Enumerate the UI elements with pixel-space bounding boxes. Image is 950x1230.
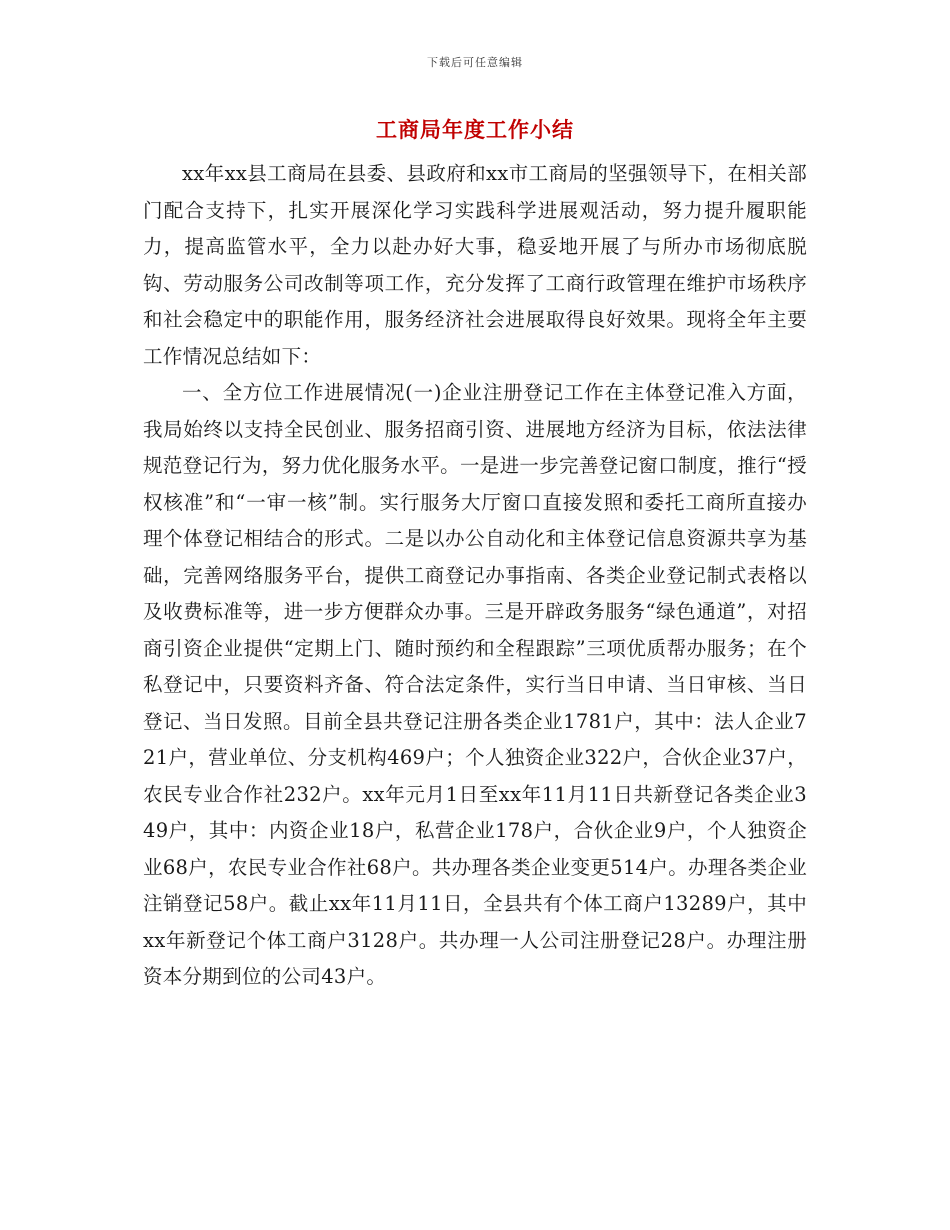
document-body [143, 156, 807, 996]
intro-paragraph: xx年xx县工商局在县委、县政府和xx市工商局的坚强领导下，在相关部门配合支持下，扎实开展深化学习实践科学进展观活动，努力提升履职能力，提高监管水平，全力以赴办好大事，稳妥地开展了与所办市场彻底脱钩、劳动服务公司改制等项工作，充分发挥了工商行政管理在维护市场秩序和社会稳定中的职能作用，服务经济社会进展取得良好效果。现将全年主要工作情况总结如下： [143, 162, 807, 368]
document-title: 工商局年度工作小结 [376, 117, 574, 142]
section-one-paragraph: 一、全方位工作进展情况(一)企业注册登记工作在主体登记准入方面，我局始终以支持全民创业、服务招商引资、进展地方经济为目标，依法法律规范登记行为，努力优化服务水平。一是进一步完善登记窗口制度，推行“授权核准”和“一审一核”制。实行服务大厅窗口直接发照和委托工商所直接办理个体登记相结合的形式。二是以办公自动化和主体登记信息资源共享为基础，完善网络服务平台，提供工商登记办事指南、各类企业登记制式表格以及收费标准等，进一步方便群众办事。三是开辟政务服务“绿色通道”，对招商引资企业提供“定期上门、随时预约和全程跟踪”三项优质帮办服务；在个私登记中，只要资料齐备、符合法定条件，实行当日申请、当日审核、当日登记、当日发照。目前全县共登记注册各类企业1781户，其中：法人企业721户，营业单位、分支机构469户；个人独资企业322户，合伙企业37户，农民专业合作社232户。xx年元月1日至xx年11月11日共新登记各类企业349户，其中：内资企业18户，私营企业178户，合伙企业9户，个人独资企业68户，农民专业合作社68户。共办理各类企业变更514户。办理各类企业注销登记58户。截止xx年11月11日，全县共有个体工商户13289户，其中xx年新登记个体工商户3128户。共办理一人公司注册登记28户。办理注册资本分期到位的公司43户。 [143, 381, 807, 988]
header-note: 下载后可任意编辑 [427, 56, 523, 69]
